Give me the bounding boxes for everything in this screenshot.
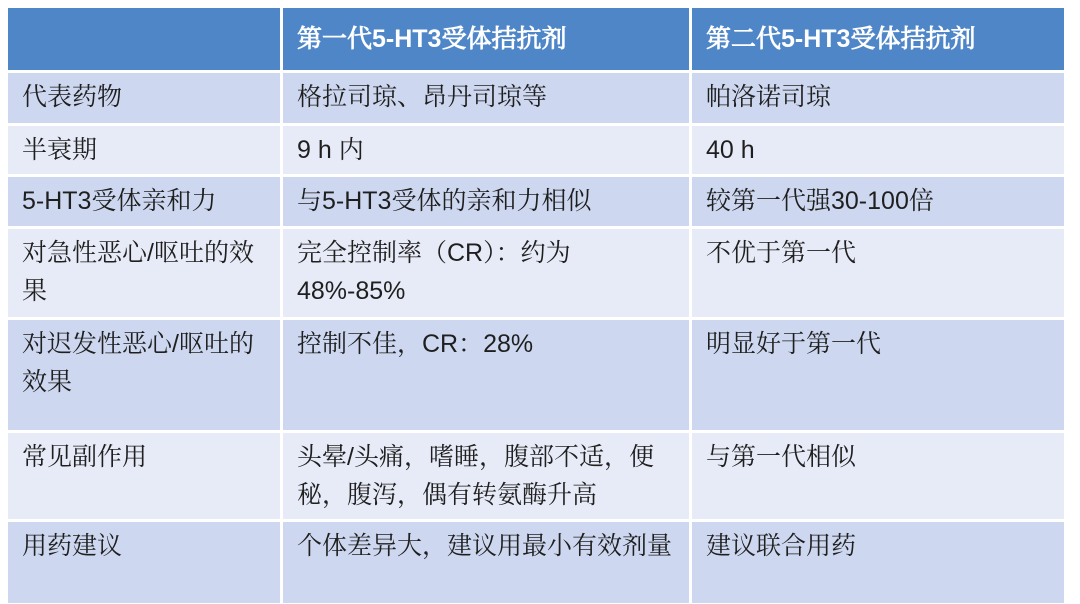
gen2-value: 明显好于第一代 (692, 320, 1064, 430)
gen2-value: 不优于第一代 (692, 229, 1064, 317)
gen2-value: 较第一代强30-100倍 (692, 177, 1064, 226)
gen1-value: 完全控制率（CR）：约为48%-85% (283, 229, 689, 317)
header-cell-generation1: 第一代5-HT3受体拮抗剂 (283, 8, 689, 70)
header-cell-empty (8, 8, 280, 70)
row-label: 常见副作用 (8, 433, 280, 519)
gen1-value: 头晕/头痛，嗜睡，腹部不适，便秘，腹泻，偶有转氨酶升高 (283, 433, 689, 519)
gen1-value: 格拉司琼、昂丹司琼等 (283, 73, 689, 123)
gen1-value: 个体差异大，建议用最小有效剂量 (283, 522, 689, 603)
table-row-acute-nausea-effect (8, 229, 1064, 317)
gen1-value: 9 h 内 (283, 126, 689, 174)
row-label: 5-HT3受体亲和力 (8, 177, 280, 226)
row-label: 半衰期 (8, 126, 280, 174)
table-row-half-life (8, 126, 1064, 174)
table-row-delayed-nausea-effect (8, 320, 1064, 430)
table-row-medication-advice (8, 522, 1064, 603)
row-label: 对急性恶心/呕吐的效果 (8, 229, 280, 317)
gen2-value: 建议联合用药 (692, 522, 1064, 603)
gen2-value: 帕洛诺司琼 (692, 73, 1064, 123)
table-row-receptor-affinity (8, 177, 1064, 226)
table-header-row (8, 8, 1064, 70)
table-row-representative-drugs (8, 73, 1064, 123)
gen1-value: 控制不佳，CR：28% (283, 320, 689, 430)
row-label: 代表药物 (8, 73, 280, 123)
gen1-value: 与5-HT3受体的亲和力相似 (283, 177, 689, 226)
comparison-table (5, 5, 1067, 604)
table-row-common-side-effects (8, 433, 1064, 519)
gen2-value: 与第一代相似 (692, 433, 1064, 519)
row-label: 对迟发性恶心/呕吐的效果 (8, 320, 280, 430)
gen2-value: 40 h (692, 126, 1064, 174)
row-label: 用药建议 (8, 522, 280, 603)
header-cell-generation2: 第二代5-HT3受体拮抗剂 (692, 8, 1064, 70)
